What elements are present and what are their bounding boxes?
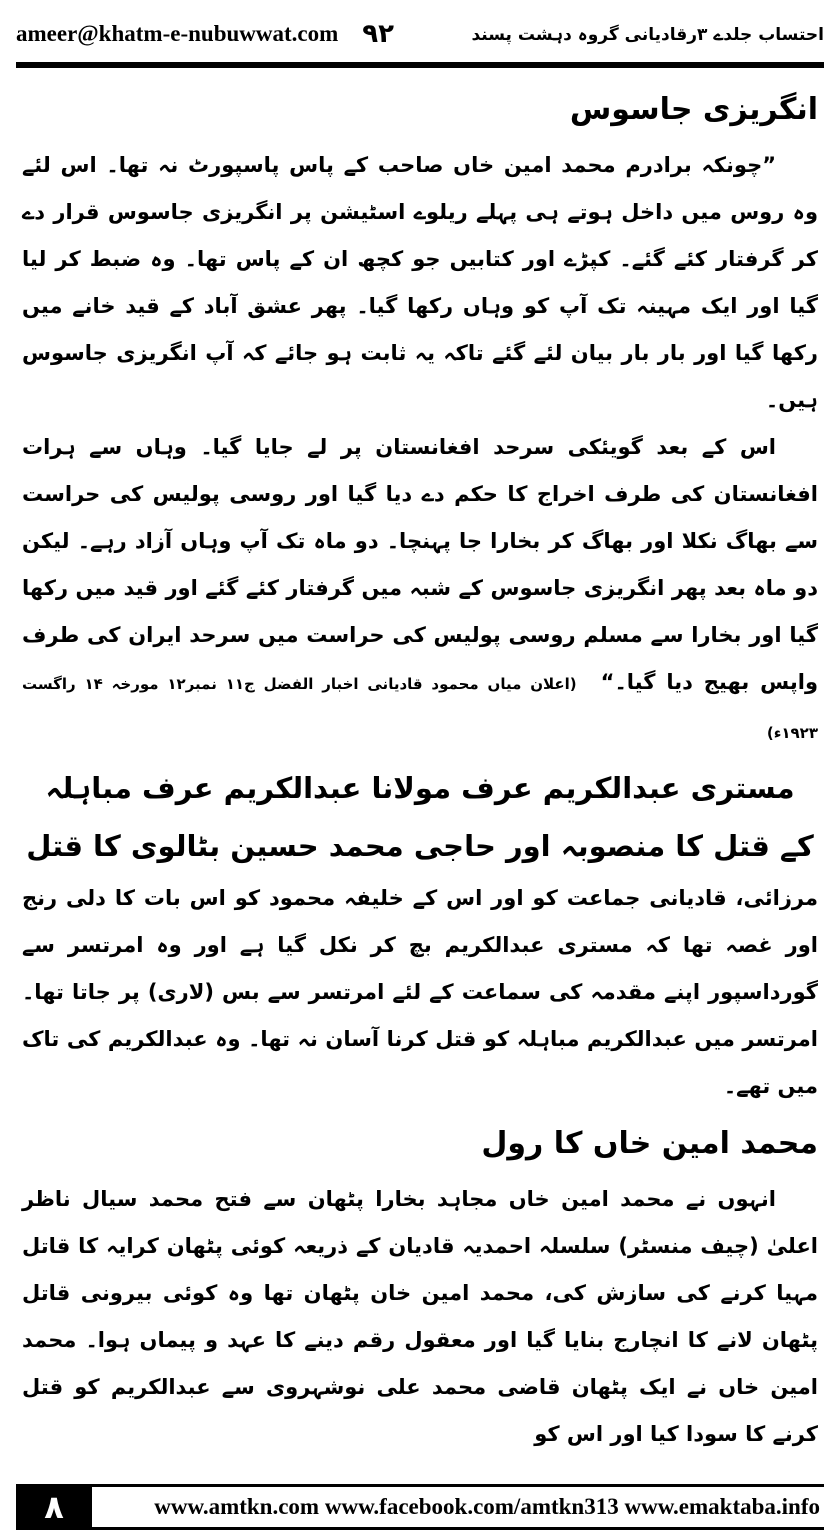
citation: (اعلان میاں محمود قادیانی اخبار الفضل ج۱۱ نمبر۱۲ مورخہ ۱۴ راگست ۱۹۲۳ء): [22, 675, 818, 742]
paragraph-4: انہوں نے محمد امین خاں مجاہد بخارا پٹھان سے فتح محمد سیال ناظر اعلیٰ (چیف منسٹر) سلسلہ احمدیہ قادیان کے ذریعہ کوئی پٹھان کرایہ کا قاتل مہیا کرنے کی سازش کی، محمد امین خان پٹھان تھا وہ کوئی بیرونی قاتل پٹھان لانے کا انچارج بنایا گیا اور معقول رقم دینے کا عہد و پیماں ہوا۔ محمد امین خاں نے ایک پٹھان قاضی محمد علی نوشہروی سے عبدالکریم کو قتل کرنے کا سودا کیا اور اس کو: [22, 1187, 818, 1446]
page-header: [16, 12, 824, 56]
section-heading-mistri-line2: کے قتل کا منصوبہ اور حاجی محمد حسین بٹالوی کا قتل: [26, 829, 814, 863]
paragraph-2: [22, 424, 818, 757]
section-heading-amin-khan-role: محمد امین خاں کا رول: [481, 1126, 818, 1161]
header-left: [16, 19, 394, 49]
header-page-number: ۹۲: [362, 19, 395, 49]
footer-page-number: ۸: [16, 1484, 92, 1530]
section-heading-english-spy: انگریزی جاسوس: [569, 92, 818, 127]
paragraph-2-text: اس کے بعد گویئکی سرحد افغانستان پر لے جایا گیا۔ وہاں سے ہرات افغانستان کی طرف اخراج کا حکم دے دیا گیا اور روسی پولیس کی حراست سے بھاگ نکلا اور بھاگ کر بخارا جا پہنچا۔ دو ماہ تک آپ وہاں آزاد رہے۔ لیکن دو ماہ بعد پھر انگریزی جاسوس کے شبہ میں گرفتار کئے گئے اور قید میں رکھا گیا اور بخارا سے مسلم روسی پولیس کی حراست میں سرحد ایران کی طرف واپس بھیج دیا گیا۔“: [22, 435, 818, 694]
header-email[interactable]: ameer@khatm-e-nubuwwat.com: [16, 21, 339, 46]
footer-links[interactable]: www.amtkn.com www.facebook.com/amtkn313 www.emaktaba.info: [92, 1484, 824, 1530]
page-footer: [16, 1484, 824, 1530]
section-heading-mistri-line1: مستری عبدالکریم عرف مولانا عبدالکریم عرف مباہلہ: [45, 771, 795, 805]
running-title: احتساب جلدے ۳رقادیانی گروہ دہشت پسند: [471, 24, 824, 45]
paragraph-3: مرزائی، قادیانی جماعت کو اور اس کے خلیفہ محمود کو اس بات کا دلی رنج اور غصہ تھا کہ مستری عبدالکریم بچ کر نکل گیا ہے اور وہ امرتسر سے گورداسپور اپنے مقدمہ کی سماعت کے لئے امرتسر سے بس (لاری) پر جاتا تھا۔ امرتسر میں عبدالکریم مباہلہ کو قتل کرنا آسان نہ تھا۔ وہ عبدالکریم کی تاک میں تھے۔: [22, 886, 818, 1098]
page-content: [22, 84, 818, 1472]
paragraph-1: ”چونکہ برادرم محمد امین خاں صاحب کے پاس پاسپورٹ نہ تھا۔ اس لئے وہ روس میں داخل ہوتے ہی پہلے ریلوے اسٹیشن پر انگریزی جاسوس قرار دے کر گرفتار کئے گئے۔ کپڑے اور کتابیں جو کچھ ان کے پاس تھا۔ وہ ضبط کر لیا گیا اور ایک مہینہ تک آپ کو وہاں رکھا گیا۔ پھر عشق آباد کے قید خانے میں رکھا گیا اور بار بار بیان لئے گئے تاکہ یہ ثابت ہو جائے کہ آپ انگریزی جاسوس ہیں۔: [22, 153, 818, 412]
header-rule: [16, 62, 824, 68]
